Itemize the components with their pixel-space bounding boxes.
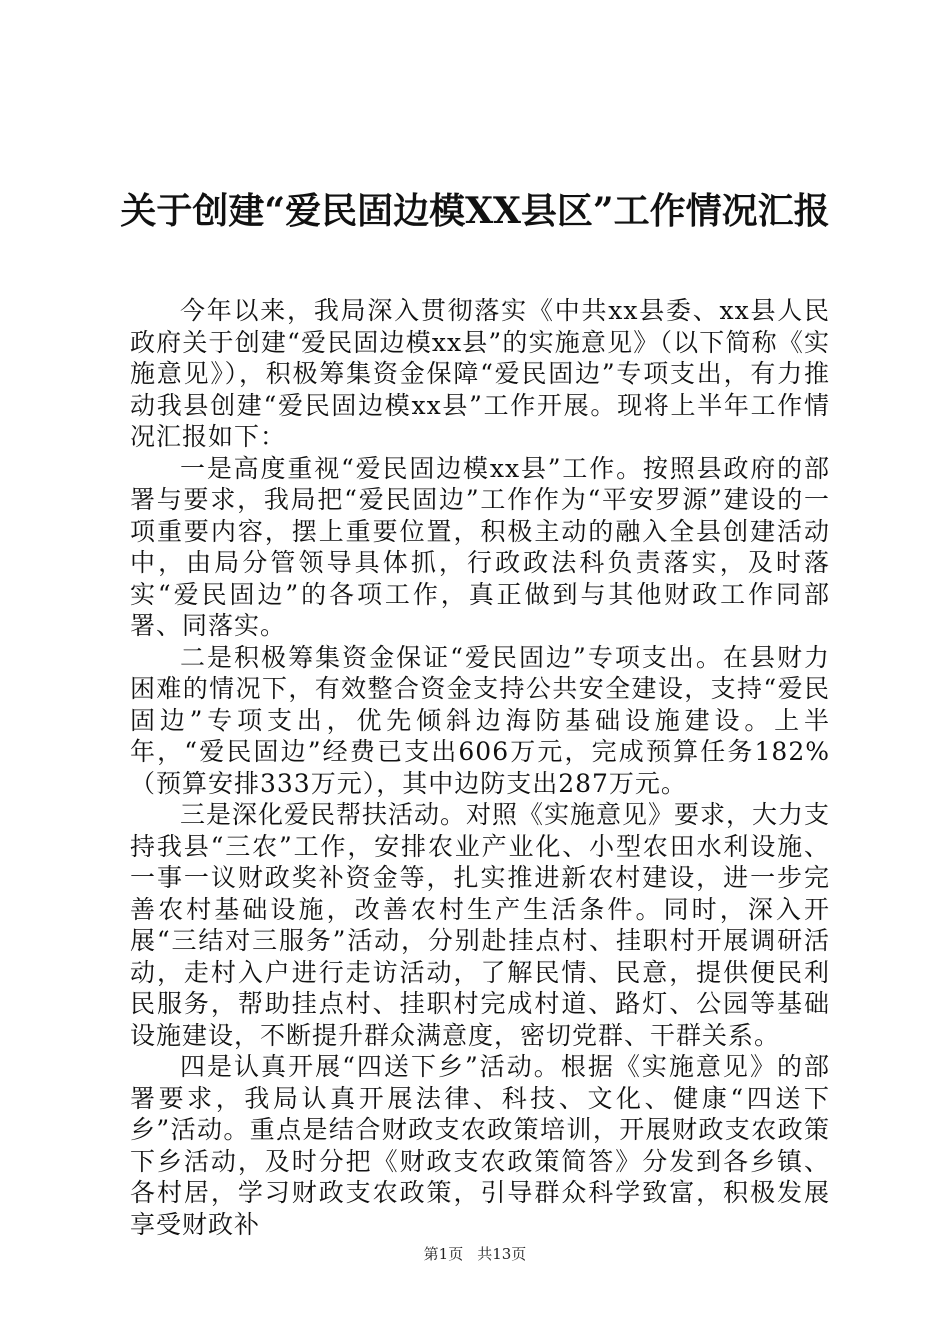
page-footer <box>0 1244 950 1264</box>
document-body <box>130 295 830 1240</box>
paragraph-point-one: 一是高度重视“爱民固边模xx县”工作。按照县政府的部署与要求，我局把“爱民固边”工作作为“平安罗源”建设的一项重要内容，摆上重要位置，积极主动的融入全县创建活动中，由局分管领导具体抓，行政政法科负责落实，及时落实“爱民固边”的各项工作，真正做到与其他财政工作同部署、同落实。 <box>130 453 830 640</box>
document-title: 关于创建“爱民固边模XX县区”工作情况汇报 <box>120 190 830 232</box>
total-pages-label: 共13页 <box>477 1245 527 1263</box>
paragraph-point-three: 三是深化爱民帮扶活动。对照《实施意见》要求，大力支持我县“三农”工作，安排农业产业化、小型农田水利设施、一事一议财政奖补资金等，扎实推进新农村建设，进一步完善农村基础设施，改善农村生产生活条件。同时，深入开展“三结对三服务”活动，分别赴挂点村、挂职村开展调研活动，走村入户进行走访活动，了解民情、民意，提供便民利民服务，帮助挂点村、挂职村完成村道、路灯、公园等基础设施建设，不断提升群众满意度，密切党群、干群关系。 <box>130 800 831 1050</box>
paragraph-intro: 今年以来，我局深入贯彻落实《中共xx县委、xx县人民政府关于创建“爱民固边模xx县”的实施意见》（以下简称《实施意见》），积极筹集资金保障“爱民固边”专项支出，有力推动我县创建“爱民固边模xx县”工作开展。现将上半年工作情况汇报如下： <box>130 296 830 451</box>
paragraph-point-two: 二是积极筹集资金保证“爱民固边”专项支出。在县财力困难的情况下，有效整合资金支持公共安全建设，支持“爱民固边”专项支出，优先倾斜边海防基础设施建设。上半年，“爱民固边”经费已支出606万元，完成预算任务182%（预算安排333万元），其中边防支出287万元。 <box>130 642 830 798</box>
current-page-label: 第1页 <box>423 1245 464 1263</box>
paragraph-point-four: 四是认真开展“四送下乡”活动。根据《实施意见》的部署要求，我局认真开展法律、科技、文化、健康“四送下乡”活动。重点是结合财政支农政策培训，开展财政支农政策下乡活动，及时分把《财政支农政策简答》分发到各乡镇、各村居，学习财政支农政策，引导群众科学致富，积极发展享受财政补 <box>130 1052 830 1239</box>
